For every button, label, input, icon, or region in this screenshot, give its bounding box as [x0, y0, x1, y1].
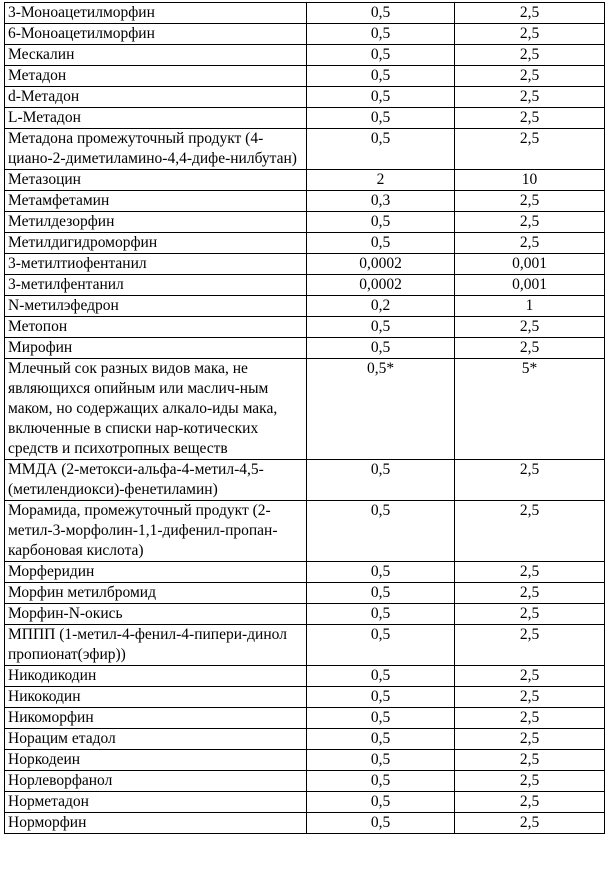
value-a-cell: 0,5: [307, 66, 455, 87]
value-b-cell: 1: [455, 296, 605, 317]
value-b-cell: 2,5: [455, 562, 605, 583]
value-a-cell: 0,5: [307, 687, 455, 708]
value-b-cell: 2,5: [455, 3, 605, 24]
value-a-cell: 0,5: [307, 317, 455, 338]
value-a-cell: 0,0002: [307, 275, 455, 296]
table-row: [5, 254, 605, 275]
value-a-cell: 0,5: [307, 87, 455, 108]
value-a-cell: 0,0002: [307, 254, 455, 275]
value-a-cell: 0,5: [307, 792, 455, 813]
table-row: [5, 170, 605, 191]
substance-name-cell: МППП (1-метил-4-фенил-4-пипери-динол пропионат(эфир)): [5, 625, 307, 666]
value-a-cell: 0,5: [307, 108, 455, 129]
table-row: [5, 604, 605, 625]
table-row: [5, 562, 605, 583]
substance-name-cell: 6-Моноацетилморфин: [5, 24, 307, 45]
substance-name-cell: Метадон: [5, 66, 307, 87]
value-b-cell: 2,5: [455, 813, 605, 834]
substance-name-cell: Никокодин: [5, 687, 307, 708]
table-row: [5, 3, 605, 24]
value-a-cell: 0,5: [307, 233, 455, 254]
substance-name-cell: d-Метадон: [5, 87, 307, 108]
value-b-cell: 2,5: [455, 212, 605, 233]
value-a-cell: 0,5*: [307, 359, 455, 460]
substance-name-cell: Млечный сок разных видов мака, не являющихся опийным или маслич-ным маком, но содержащих алкало-иды мака, включенные в списки нар-котических средств и психотропных веществ: [5, 359, 307, 460]
value-b-cell: 2,5: [455, 233, 605, 254]
table-row: [5, 460, 605, 501]
table-row: [5, 708, 605, 729]
value-a-cell: 0,3: [307, 191, 455, 212]
value-b-cell: 2,5: [455, 708, 605, 729]
substance-name-cell: Морамида, промежуточный продукт (2-метил-3-морфолин-1,1-дифенил-пропан-карбоновая кислота): [5, 501, 307, 562]
value-b-cell: 2,5: [455, 45, 605, 66]
table-row: [5, 87, 605, 108]
value-a-cell: 0,5: [307, 45, 455, 66]
substance-name-cell: Норлеворфанол: [5, 771, 307, 792]
value-b-cell: 2,5: [455, 792, 605, 813]
table-row: [5, 233, 605, 254]
value-b-cell: 2,5: [455, 191, 605, 212]
value-a-cell: 0,5: [307, 583, 455, 604]
substance-name-cell: 3-метилфентанил: [5, 275, 307, 296]
substance-name-cell: ММДА (2-метокси-альфа-4-метил-4,5-(метилендиокси)-фенетиламин): [5, 460, 307, 501]
substances-table: [4, 2, 605, 834]
substance-name-cell: Морфин-N-окись: [5, 604, 307, 625]
table-row: [5, 625, 605, 666]
substance-name-cell: Норметадон: [5, 792, 307, 813]
value-b-cell: 2,5: [455, 625, 605, 666]
value-b-cell: 5*: [455, 359, 605, 460]
table-row: [5, 359, 605, 460]
value-a-cell: 0,5: [307, 460, 455, 501]
value-a-cell: 0,5: [307, 501, 455, 562]
value-a-cell: 0,5: [307, 813, 455, 834]
table-row: [5, 338, 605, 359]
substance-name-cell: 3-метилтиофентанил: [5, 254, 307, 275]
value-a-cell: 0,5: [307, 729, 455, 750]
table-row: [5, 45, 605, 66]
value-b-cell: 2,5: [455, 687, 605, 708]
table-row: [5, 66, 605, 87]
value-a-cell: 2: [307, 170, 455, 191]
value-a-cell: 0,5: [307, 562, 455, 583]
value-b-cell: 0,001: [455, 254, 605, 275]
substance-name-cell: Метазоцин: [5, 170, 307, 191]
substance-name-cell: Морфин метилбромид: [5, 583, 307, 604]
substance-name-cell: Метилдезорфин: [5, 212, 307, 233]
substance-name-cell: N-метилэфедрон: [5, 296, 307, 317]
substance-name-cell: Норморфин: [5, 813, 307, 834]
substance-name-cell: Никодикодин: [5, 666, 307, 687]
substance-name-cell: Мирофин: [5, 338, 307, 359]
table-row: [5, 275, 605, 296]
substance-name-cell: Норацим етадол: [5, 729, 307, 750]
value-b-cell: 2,5: [455, 317, 605, 338]
table-body: [5, 3, 605, 834]
table-row: [5, 729, 605, 750]
value-b-cell: 2,5: [455, 108, 605, 129]
value-a-cell: 0,5: [307, 708, 455, 729]
value-a-cell: 0,5: [307, 750, 455, 771]
table-row: [5, 792, 605, 813]
substance-name-cell: Метилдигидроморфин: [5, 233, 307, 254]
value-b-cell: 2,5: [455, 666, 605, 687]
substance-name-cell: Метадона промежуточный продукт (4-циано-2-диметиламино-4,4-дифе-нилбутан): [5, 129, 307, 170]
table-row: [5, 687, 605, 708]
value-b-cell: 2,5: [455, 583, 605, 604]
value-b-cell: 2,5: [455, 750, 605, 771]
value-b-cell: 2,5: [455, 66, 605, 87]
table-row: [5, 296, 605, 317]
value-a-cell: 0,5: [307, 338, 455, 359]
value-b-cell: 2,5: [455, 771, 605, 792]
substance-name-cell: L-Метадон: [5, 108, 307, 129]
substance-name-cell: Метамфетамин: [5, 191, 307, 212]
table-row: [5, 108, 605, 129]
table-row: [5, 317, 605, 338]
value-a-cell: 0,5: [307, 24, 455, 45]
value-a-cell: 0,5: [307, 625, 455, 666]
substance-name-cell: Норкодеин: [5, 750, 307, 771]
value-a-cell: 0,5: [307, 129, 455, 170]
table-row: [5, 771, 605, 792]
table-row: [5, 813, 605, 834]
value-b-cell: 2,5: [455, 338, 605, 359]
value-a-cell: 0,5: [307, 604, 455, 625]
value-a-cell: 0,5: [307, 771, 455, 792]
substance-name-cell: Никоморфин: [5, 708, 307, 729]
value-b-cell: 2,5: [455, 460, 605, 501]
table-row: [5, 583, 605, 604]
value-b-cell: 2,5: [455, 87, 605, 108]
table-row: [5, 24, 605, 45]
table-row: [5, 666, 605, 687]
table-row: [5, 212, 605, 233]
table-row: [5, 129, 605, 170]
value-b-cell: 10: [455, 170, 605, 191]
value-b-cell: 2,5: [455, 729, 605, 750]
value-a-cell: 0,5: [307, 212, 455, 233]
value-a-cell: 0,2: [307, 296, 455, 317]
table-row: [5, 191, 605, 212]
value-b-cell: 0,001: [455, 275, 605, 296]
value-b-cell: 2,5: [455, 604, 605, 625]
value-a-cell: 0,5: [307, 666, 455, 687]
value-b-cell: 2,5: [455, 129, 605, 170]
table-row: [5, 750, 605, 771]
table-row: [5, 501, 605, 562]
substance-name-cell: Мескалин: [5, 45, 307, 66]
value-a-cell: 0,5: [307, 3, 455, 24]
substance-name-cell: 3-Моноацетилморфин: [5, 3, 307, 24]
value-b-cell: 2,5: [455, 501, 605, 562]
substance-name-cell: Метопон: [5, 317, 307, 338]
value-b-cell: 2,5: [455, 24, 605, 45]
substance-name-cell: Морферидин: [5, 562, 307, 583]
